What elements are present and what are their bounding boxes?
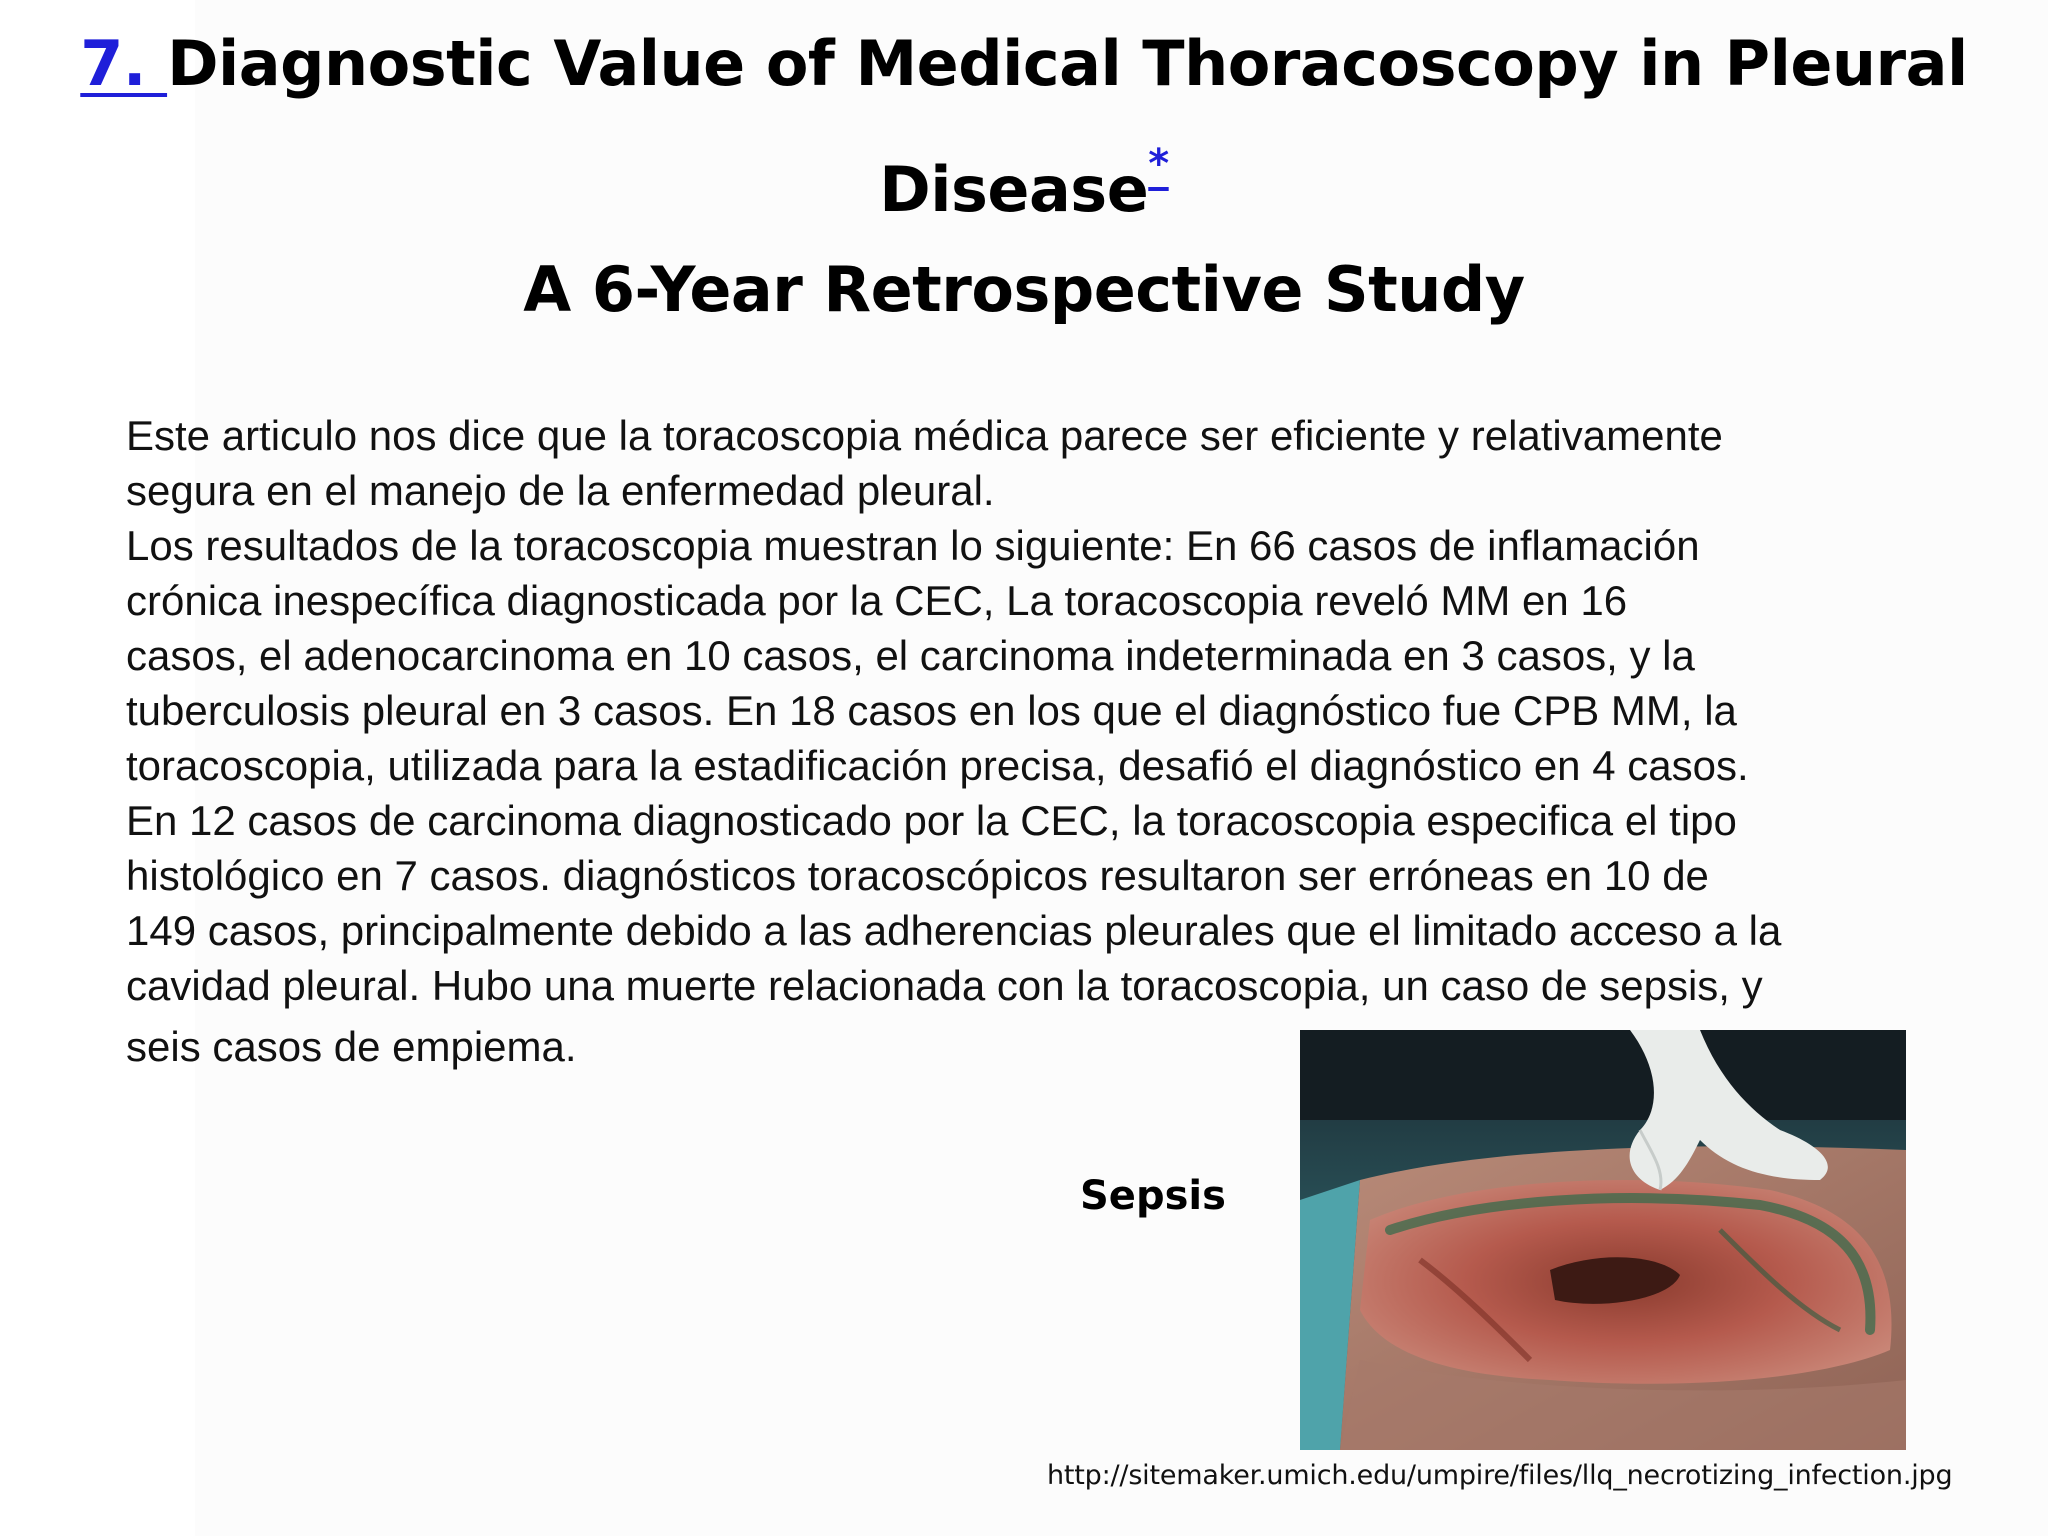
body-line: histológico en 7 casos. diagnósticos toracoscópicos resultaron ser erróneas en 10 de [126, 852, 1709, 899]
body-line: seis casos de empiema. [126, 1023, 577, 1070]
body-line: cavidad pleural. Hubo una muerte relacionada con la toracoscopia, un caso de sepsis, y [126, 962, 1763, 1009]
slide-title [0, 14, 2048, 340]
surgical-photo-image [1300, 1030, 1906, 1450]
body-line: tuberculosis pleural en 3 casos. En 18 casos en los que el diagnóstico fue CPB MM, la [126, 687, 1737, 734]
body-line: segura en el manejo de la enfermedad pleural. [126, 467, 995, 514]
title-disease-text: Disease [879, 153, 1149, 226]
figure-caption: Sepsis [1080, 1173, 1226, 1219]
image-source-url: http://sitemaker.umich.edu/umpire/files/llq_necrotizing_infection.jpg [1047, 1460, 1953, 1491]
footnote-marker-link[interactable]: * [1148, 141, 1169, 187]
body-line: casos, el adenocarcinoma en 10 casos, el carcinoma indeterminada en 3 casos, y la [126, 632, 1695, 679]
body-line: crónica inespecífica diagnosticada por la CEC, La toracoscopia reveló MM en 16 [126, 577, 1628, 624]
title-number-link[interactable]: 7. [80, 27, 168, 100]
body-line: Este articulo nos dice que la toracoscopia médica parece ser eficiente y relativamente [126, 412, 1723, 459]
body-line: Los resultados de la toracoscopia muestran lo siguiente: En 66 casos de inflamación [126, 522, 1700, 569]
body-line: toracoscopia, utilizada para la estadificación precisa, desafió el diagnóstico en 4 casos. [126, 742, 1749, 789]
body-paragraph [126, 408, 1946, 1074]
title-subtitle: A 6-Year Retrospective Study [523, 253, 1525, 326]
body-line: 149 casos, principalmente debido a las adherencias pleurales que el limitado acceso a la [126, 907, 1782, 954]
body-line: En 12 casos de carcinoma diagnosticado por la CEC, la toracoscopia especifica el tipo [126, 797, 1737, 844]
title-line-1 [0, 14, 2048, 114]
title-line-2 [0, 114, 2048, 240]
title-main-text: Diagnostic Value of Medical Thoracoscopy in Pleural [167, 27, 1968, 100]
